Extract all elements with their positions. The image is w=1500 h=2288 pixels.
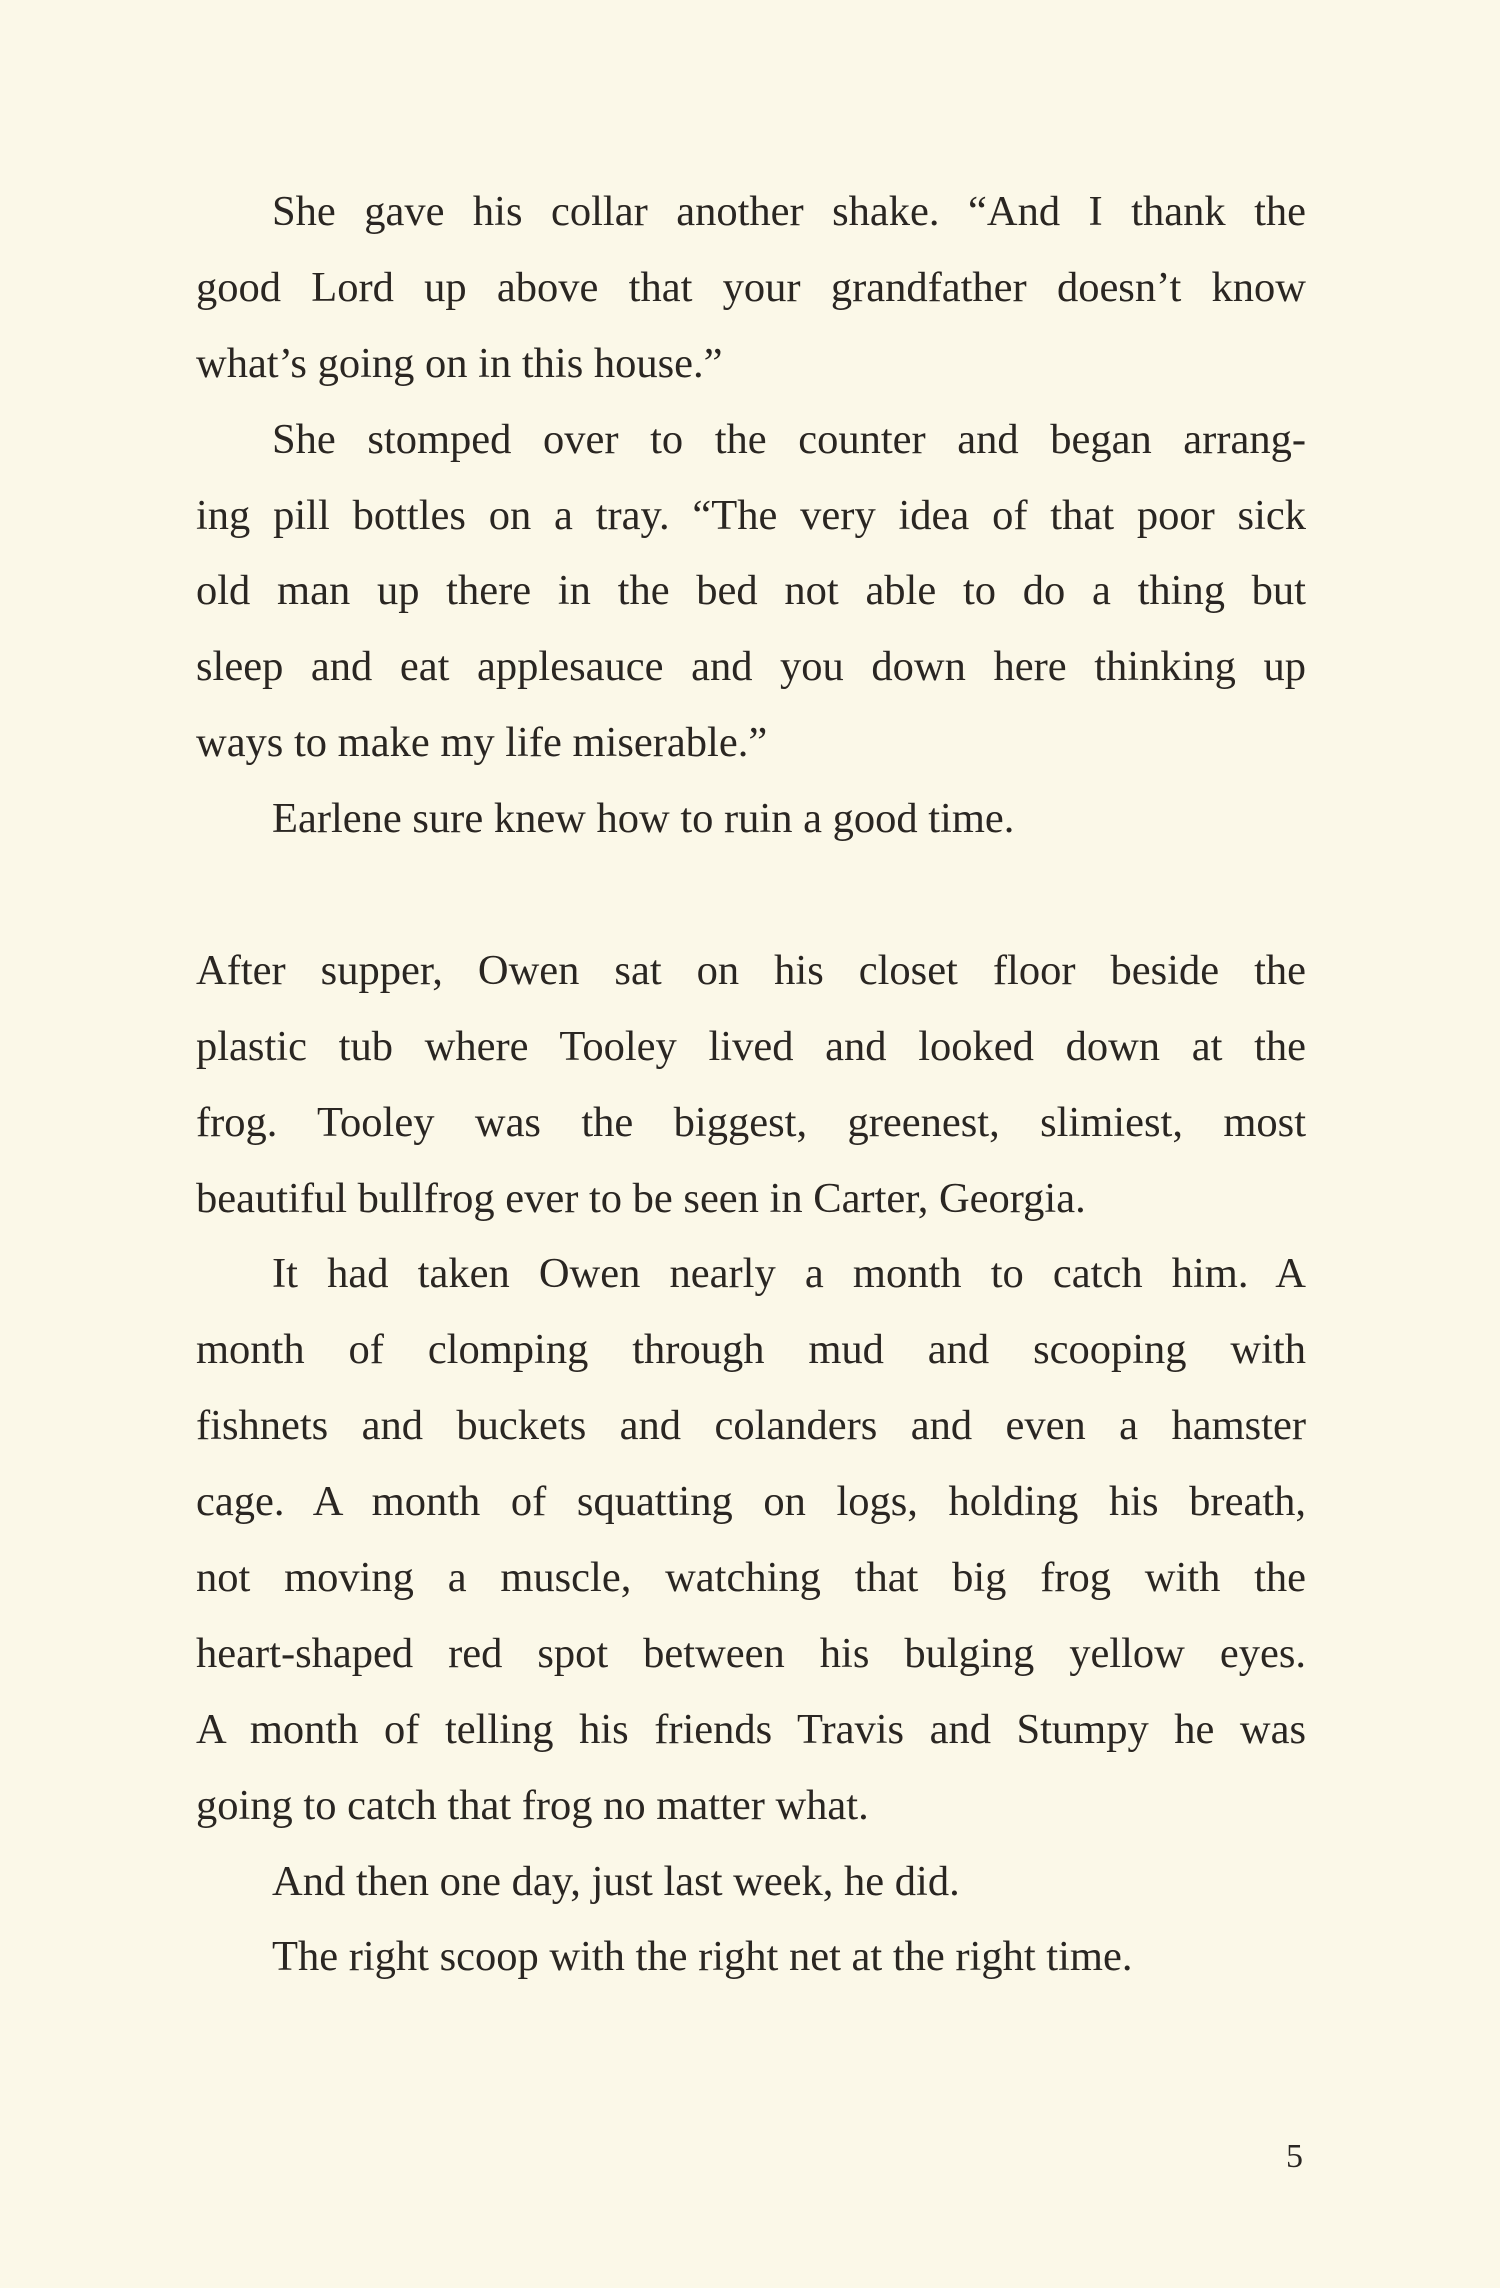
text-line: old man up there in the bed not able to do a thing but xyxy=(196,567,1306,615)
text-line: not moving a muscle, watching that big frog with the xyxy=(196,1554,1306,1602)
text-line: beautiful bullfrog ever to be seen in Carter, Georgia. xyxy=(196,1174,1086,1222)
text-line: fishnets and buckets and colanders and even a hamster xyxy=(196,1402,1306,1450)
text-line: ways to make my life miserable.” xyxy=(196,719,768,767)
text-line: good Lord up above that your grandfather doesn’t know xyxy=(196,263,1306,311)
paragraph xyxy=(196,402,1306,781)
text-line: cage. A month of squatting on logs, holding his breath, xyxy=(196,1478,1306,1526)
text-line: plastic tub where Tooley lived and looked down at the xyxy=(196,1022,1306,1070)
paragraph xyxy=(196,1236,1306,1843)
text-line: She gave his collar another shake. “And I thank the xyxy=(272,188,1306,235)
text-line: It had taken Owen nearly a month to catch him. A xyxy=(272,1250,1306,1298)
body-text xyxy=(196,174,1306,1995)
paragraph xyxy=(196,933,1306,1237)
page-number: 5 xyxy=(1286,2138,1303,2175)
text-line: ing pill bottles on a tray. “The very idea of that poor sick xyxy=(196,491,1306,539)
text-line: The right scoop with the right net at the right time. xyxy=(272,1933,1133,1981)
text-line: Earlene sure knew how to ruin a good time. xyxy=(272,795,1015,843)
text-line: what’s going on in this house.” xyxy=(196,339,723,387)
text-line: month of clomping through mud and scooping with xyxy=(196,1326,1306,1374)
text-line: A month of telling his friends Travis and Stumpy he was xyxy=(196,1705,1306,1753)
section-break xyxy=(196,857,1306,933)
text-line: sleep and eat applesauce and you down here thinking up xyxy=(196,643,1306,691)
text-line: She stomped over to the counter and began arrang- xyxy=(272,415,1306,463)
paragraph xyxy=(196,174,1306,402)
paragraph xyxy=(196,781,1306,857)
text-line: After supper, Owen sat on his closet floor beside the xyxy=(196,946,1306,994)
text-line: heart-shaped red spot between his bulging yellow eyes. xyxy=(196,1629,1306,1677)
text-line: And then one day, just last week, he did. xyxy=(272,1857,960,1905)
paragraph xyxy=(196,1844,1306,1920)
text-line: frog. Tooley was the biggest, greenest, slimiest, most xyxy=(196,1098,1306,1146)
paragraph xyxy=(196,1919,1306,1995)
text-line: going to catch that frog no matter what. xyxy=(196,1781,869,1829)
